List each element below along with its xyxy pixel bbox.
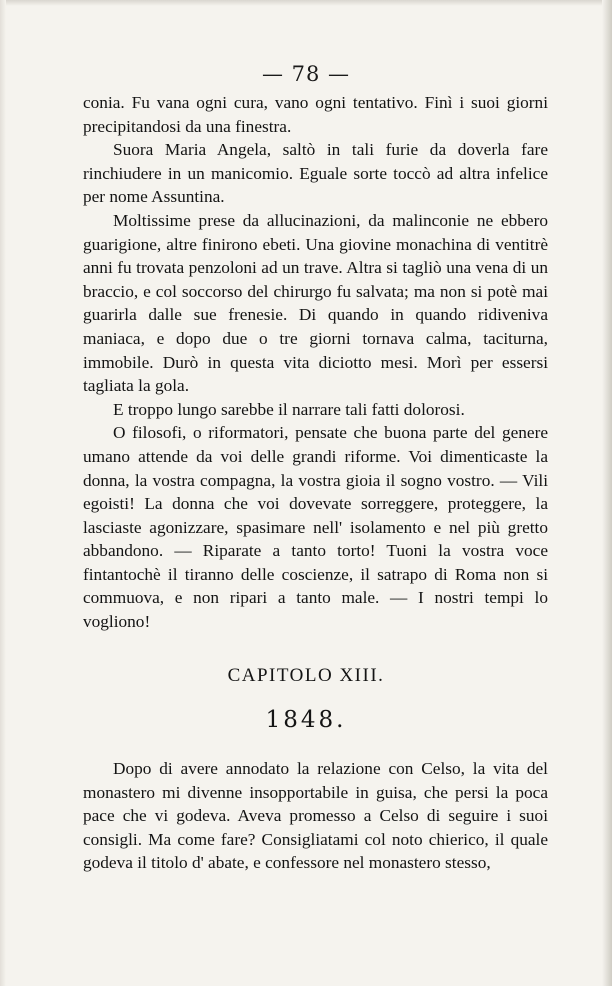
- paragraph: Moltissime prese da allucinazioni, da malinconie ne ebbero guarigione, altre finirono ebeti. Una giovine monachina di ventitrè anni fu trovata penzoloni ad un trave. Altra si tagliò una vena di un braccio, e col soccorso del chirurgo fu salvata; ma non si potè mai guarirla dalle sue frenesie. Di quando in quando ridiveniva maniaca, e dopo due o tre giorni tornava calma, taciturna, immobile. Durò in questa vita diciotto mesi. Morì per essersi tagliata la gola.: [83, 210, 548, 396]
- page-number: — 78 —: [261, 62, 351, 86]
- body-text-top: [83, 91, 548, 634]
- chapter-heading: CAPITOLO XIII.: [227, 665, 385, 686]
- paragraph: Suora Maria Angela, saltò in tali furie da doverla fare rinchiudere in un manicomio. Eguale sorte toccò ad altra infelice per nome Assuntina.: [83, 140, 548, 207]
- paragraph: conia. Fu vana ogni cura, vano ogni tentativo. Finì i suoi giorni precipitandosi da una finestra.: [83, 93, 548, 136]
- page-edge-top: [0, 0, 612, 6]
- chapter-year: 1848.: [265, 707, 347, 733]
- paragraph: Dopo di avere annodato la relazione con Celso, la vita del monastero mi divenne insopportabile in guisa, che persi la poca pace che vi godeva. Aveva promesso a Celso di seguire i suoi consigli. Ma come fare? Consigliatami col noto chierico, il quale godeva il titolo d' abate, e confessore nel monastero stesso,: [83, 759, 548, 873]
- page-edge-right: [602, 0, 612, 986]
- body-text-bottom: [83, 757, 548, 875]
- page-edge-left: [0, 0, 6, 986]
- paragraph: E troppo lungo sarebbe il narrare tali fatti dolorosi.: [113, 399, 465, 419]
- paragraph: O filosofi, o riformatori, pensate che buona parte del genere umano attende da voi delle grandi riforme. Voi dimenticaste la donna, la vostra compagna, la vostra gioia il sogno vostro. — Vili egoisti! La donna che voi dovevate sorreggere, proteggere, la lasciaste agonizzare, spasimare nell' isolamento e nel più gretto abbandono. — Riparate a tanto torto! Tuoni la vostra voce fintantochè il tiranno delle coscienze, il satrapo di Roma non si commuova, e non ripari a tanto male. — I nostri tempi lo vogliono!: [83, 423, 548, 632]
